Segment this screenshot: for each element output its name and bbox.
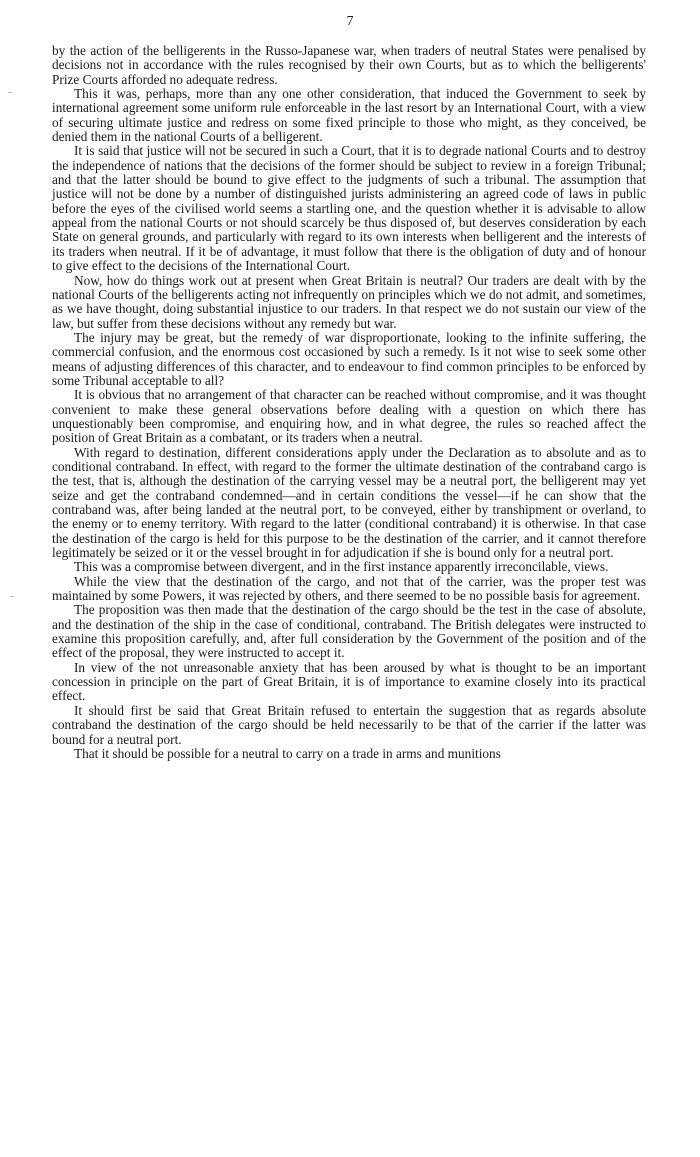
paragraph: by the action of the belligerents in the Russo-Japanese war, when traders of neutral States were penalised by decisions not in accordance with the rules recognised by their own Courts, but as to which the belligerents' Prize Courts afforded no adequate redress. xyxy=(52,43,646,87)
paragraph: It should first be said that Great Britain refused to entertain the suggestion that as regards absolute contraband the destination of the cargo should be held necessarily to be that of the carrier if the latter was bound for a neutral port. xyxy=(52,702,646,747)
margin-tick-mark: - xyxy=(8,86,12,98)
page-number: 7 xyxy=(346,14,354,29)
margin-tick-mark: - xyxy=(10,590,14,602)
paragraph: That it should be possible for a neutral to carry on a trade in arms and munitions xyxy=(74,745,501,761)
paragraph: While the view that the destination of the cargo, and not that of the carrier, was the proper test was maintained by some Powers, it was rejected by others, and there seemed to be no possible basis for agreement. xyxy=(52,573,646,604)
paragraph: In view of the not unreasonable anxiety that has been aroused by what is thought to be an important concession in principle on the part of Great Britain, it is of importance to examine closely into its practical effect. xyxy=(52,659,646,704)
paragraph: It is said that justice will not be secured in such a Court, that it is to degrade national Courts and to destroy the independence of nations that the decisions of the former should be subject to review in a foreign Tribunal; and that the latter should be bound to give effect to the judgments of such a tribunal. The assumption that justice will not be done by a number of distinguished jurists administering an agreed code of laws in public before the eyes of the civilised world seems a startling one, and the question whether it is advisable to allow appeal from the national Courts or not should scarcely be thus disposed of, but deserves consideration by each State on general grounds, and particularly with regard to its own interests when belligerent and the interests of its traders when neutral. If it be of advantage, it must follow that there is the obligation of duty and of honour to give effect to the decisions of the International Court. xyxy=(52,143,646,274)
paragraph: Now, how do things work out at present when Great Britain is neutral? Our traders are dealt with by the national Courts of the belligerents acting not infrequently on principles which we do not admit, and sometimes, as we have thought, doing substantial injustice to our traders. In that respect we do not sustain our view of the law, but suffer from these decisions without any remedy but war. xyxy=(52,272,646,331)
paragraph: The injury may be great, but the remedy of war disproportionate, looking to the infinite suffering, the commercial confusion, and the enormous cost occasioned by such a remedy. Is it not wise to seek some other means of adjusting differences of this character, and to endeavour to find common principles to be enforced by some Tribunal acceptable to all? xyxy=(52,329,646,388)
paragraph: This it was, perhaps, more than any one other consideration, that induced the Government to seek by international agreement some uniform rule enforceable in the last resort by an International Court, with a view of securing ultimate justice and redress on some fixed principle to those who might, as they conceived, be denied them in the national Courts of a belligerent. xyxy=(52,86,646,145)
body-text xyxy=(52,44,646,761)
paragraph: It is obvious that no arrangement of that character can be reached without compromise, and it was thought convenient to make these general observations before dealing with a question on which there has unquestionably been compromise, and enquiring how, and in what degree, the rules so reached affect the position of Great Britain as a combatant, or its traders when a neutral. xyxy=(52,387,646,446)
paragraph: The proposition was then made that the destination of the cargo should be the test in the case of absolute, and the destination of the ship in the case of conditional, contraband. The British delegates were instructed to examine this proposition carefully, and, after full consideration by the Government of the position and of the effect of the proposal, they were instructed to accept it. xyxy=(52,602,646,661)
paragraph: With regard to destination, different considerations apply under the Declaration as to absolute and as to conditional contraband. In effect, with regard to the former the ultimate destination of the contraband cargo is the test, that is, although the destination of the carrying vessel may be a neutral port, the belligerent may yet seize and get the contraband condemned—and in certain conditions the vessel—if he can show that the contraband was, after being landed at the neutral port, to be conveyed, either by transhipment or overland, to the enemy or to enemy territory. With regard to the latter (conditional contraband) it is otherwise. In that case the destination of the cargo is held for this purpose to be the destination of the carrier, and it cannot therefore legitimately be seized or it or the vessel brought in for adjudication if she is bound only for a neutral port. xyxy=(52,444,646,561)
paragraph: This was a compromise between divergent, and in the first instance apparently irreconcilable, views. xyxy=(74,559,609,575)
